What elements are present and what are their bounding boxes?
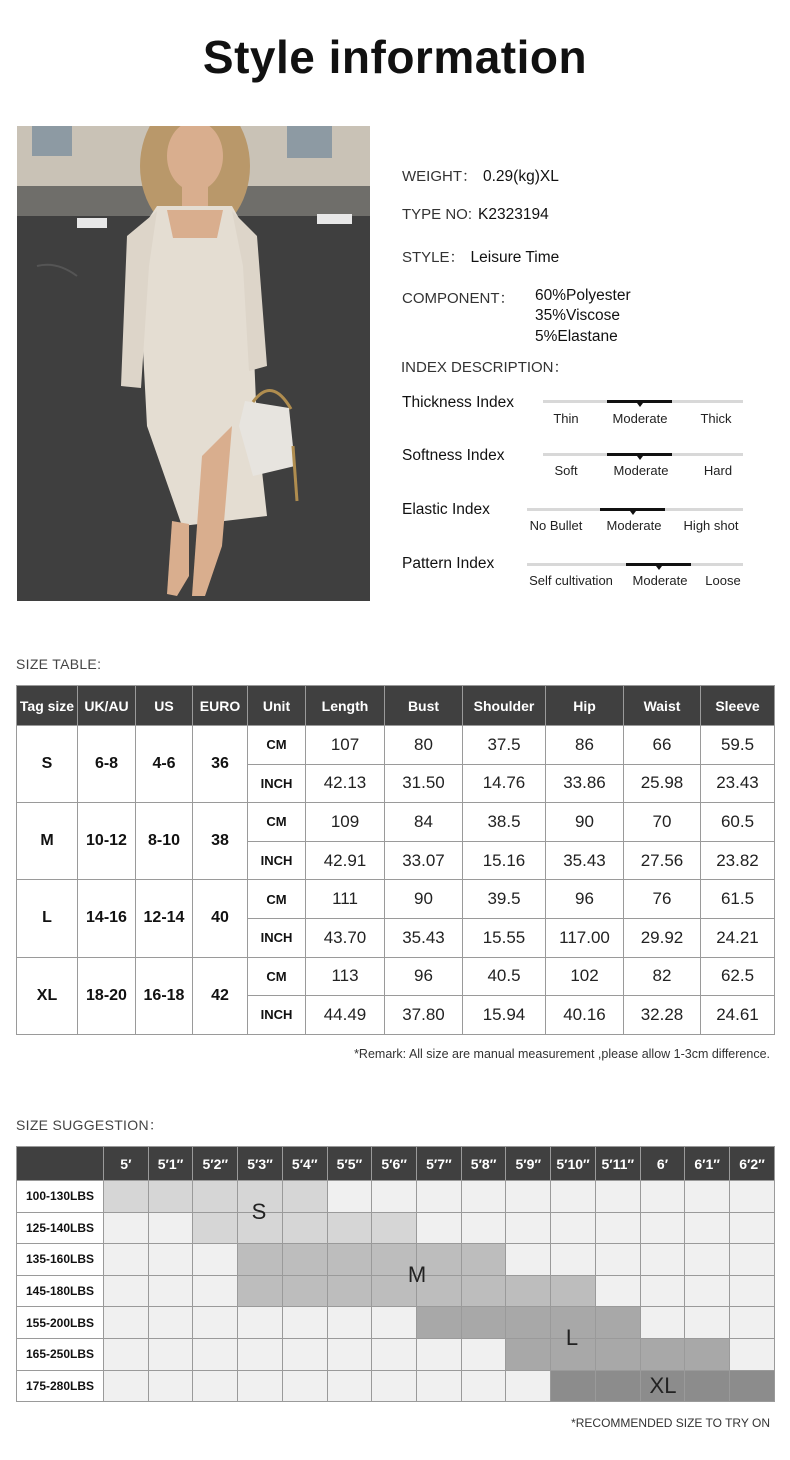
grid-cell (595, 1244, 640, 1276)
uk-size-cell: 6-8 (78, 726, 136, 803)
grid-cell (327, 1212, 372, 1244)
weight-row (17, 1275, 775, 1307)
grid-cell (148, 1181, 193, 1213)
table-cell: 60.5 (701, 803, 775, 842)
size-table-header (17, 686, 775, 726)
grid-cell (685, 1244, 730, 1276)
height-header: 5′9″ (506, 1147, 551, 1181)
index-marker (600, 508, 665, 511)
size-suggestion-label: SIZE SUGGESTION： (16, 1117, 164, 1133)
table-cell: 102 (546, 957, 624, 996)
column-header: UK/AU (78, 686, 136, 726)
grid-cell (238, 1244, 283, 1276)
table-cell: 40.16 (546, 996, 624, 1035)
table-row (17, 803, 775, 842)
index-name: Thickness Index (402, 394, 514, 411)
component-value: 5%Elastane (535, 328, 618, 345)
grid-cell (506, 1338, 551, 1370)
size-table-label: SIZE TABLE: (16, 656, 102, 672)
table-cell: 38.5 (463, 803, 546, 842)
grid-cell (685, 1212, 730, 1244)
weight-label: 100-130LBS (17, 1181, 104, 1213)
table-cell: 24.61 (701, 996, 775, 1035)
grid-cell (193, 1212, 238, 1244)
weight-label: 145-180LBS (17, 1275, 104, 1307)
grid-cell (282, 1370, 327, 1402)
index-label: Thin (553, 411, 579, 426)
grid-cell (595, 1212, 640, 1244)
table-cell: 59.5 (701, 726, 775, 765)
grid-cell (551, 1212, 596, 1244)
grid-cell (104, 1370, 149, 1402)
index-label: No Bullet (529, 518, 583, 533)
grid-cell (730, 1181, 775, 1213)
grid-cell (104, 1307, 149, 1339)
us-size-cell: 16-18 (136, 957, 193, 1034)
grid-cell (461, 1307, 506, 1339)
product-photo (17, 126, 370, 601)
grid-cell (461, 1212, 506, 1244)
grid-cell (595, 1275, 640, 1307)
column-header: Tag size (17, 686, 78, 726)
table-row (17, 726, 775, 765)
grid-cell (104, 1181, 149, 1213)
table-cell: 37.5 (463, 726, 546, 765)
tag-size-cell: S (17, 726, 78, 803)
unit-cell: INCH (248, 841, 306, 880)
index-name: Softness Index (402, 447, 505, 464)
table-cell: 37.80 (385, 996, 463, 1035)
table-cell: 24.21 (701, 918, 775, 957)
grid-cell (551, 1275, 596, 1307)
height-header: 6′ (640, 1147, 685, 1181)
table-cell: 39.5 (463, 880, 546, 919)
grid-cell (193, 1275, 238, 1307)
page-title: Style information (202, 31, 588, 83)
height-header: 5′4″ (282, 1147, 327, 1181)
height-header: 5′8″ (461, 1147, 506, 1181)
index-marker (607, 400, 672, 403)
table-cell: 15.94 (463, 996, 546, 1035)
size-zone-l: L (565, 1325, 579, 1350)
weight-label: 165-250LBS (17, 1338, 104, 1370)
size-table (16, 685, 775, 1035)
grid-cell (506, 1181, 551, 1213)
column-header: Shoulder (463, 686, 546, 726)
column-header: EURO (193, 686, 248, 726)
table-cell: 40.5 (463, 957, 546, 996)
grid-cell (461, 1370, 506, 1402)
weight-row (17, 1338, 775, 1370)
grid-cell (595, 1370, 640, 1402)
grid-cell (372, 1338, 417, 1370)
index-label: High shot (683, 518, 739, 533)
index-label: Thick (700, 411, 732, 426)
size-suggestion-grid (16, 1146, 775, 1402)
weight-label: WEIGHT： (402, 168, 477, 185)
component-line (402, 287, 515, 308)
table-cell: 15.16 (463, 841, 546, 880)
height-header: 5′3″ (238, 1147, 283, 1181)
height-header-row (17, 1147, 775, 1181)
index-label: Self cultivation (529, 573, 613, 588)
grid-cell (238, 1275, 283, 1307)
table-cell: 111 (306, 880, 385, 919)
grid-cell (506, 1212, 551, 1244)
grid-cell (461, 1338, 506, 1370)
unit-cell: INCH (248, 764, 306, 803)
size-zone-m: M (407, 1262, 427, 1287)
weight-label: 135-160LBS (17, 1244, 104, 1276)
grid-cell (327, 1181, 372, 1213)
component-value: 60%Polyester (535, 287, 631, 304)
grid-cell (730, 1275, 775, 1307)
weight-label: 155-200LBS (17, 1307, 104, 1339)
column-header: US (136, 686, 193, 726)
grid-cell (327, 1307, 372, 1339)
grid-cell (238, 1338, 283, 1370)
euro-size-cell: 38 (193, 803, 248, 880)
component-label: COMPONENT： (402, 290, 515, 307)
grid-cell (148, 1275, 193, 1307)
grid-cell (730, 1370, 775, 1402)
weight-row (17, 1181, 775, 1213)
grid-cell (551, 1370, 596, 1402)
euro-size-cell: 36 (193, 726, 248, 803)
grid-cell (730, 1244, 775, 1276)
unit-cell: CM (248, 880, 306, 919)
grid-cell (238, 1307, 283, 1339)
grid-cell (595, 1338, 640, 1370)
unit-cell: INCH (248, 918, 306, 957)
grid-cell (417, 1212, 462, 1244)
weight-row (17, 1244, 775, 1276)
table-cell: 31.50 (385, 764, 463, 803)
table-cell: 96 (385, 957, 463, 996)
grid-cell (685, 1275, 730, 1307)
grid-cell (685, 1307, 730, 1339)
index-label: Moderate (606, 518, 662, 533)
grid-cell (417, 1370, 462, 1402)
tag-size-cell: XL (17, 957, 78, 1034)
column-header: Waist (624, 686, 701, 726)
grid-cell (640, 1244, 685, 1276)
height-header: 6′1″ (685, 1147, 730, 1181)
grid-cell (148, 1338, 193, 1370)
us-size-cell: 12-14 (136, 880, 193, 957)
column-header: Unit (248, 686, 306, 726)
grid-cell (193, 1244, 238, 1276)
grid-cell (640, 1212, 685, 1244)
type-line (402, 206, 549, 224)
type-label: TYPE NO: (402, 206, 473, 223)
grid-cell (461, 1181, 506, 1213)
grid-cell (506, 1244, 551, 1276)
grid-cell (372, 1181, 417, 1213)
grid-cell (282, 1181, 327, 1213)
grid-cell (327, 1275, 372, 1307)
table-cell: 14.76 (463, 764, 546, 803)
grid-cell (461, 1275, 506, 1307)
height-header: 5′7″ (417, 1147, 462, 1181)
grid-cell (193, 1181, 238, 1213)
index-label: Moderate (632, 573, 688, 588)
table-cell: 90 (385, 880, 463, 919)
index-label: Soft (554, 463, 578, 478)
grid-cell (193, 1338, 238, 1370)
recommendation-note: *RECOMMENDED SIZE TO TRY ON (571, 1416, 770, 1430)
index-label: Loose (705, 573, 741, 588)
table-cell: 96 (546, 880, 624, 919)
table-row (17, 957, 775, 996)
grid-cell (640, 1275, 685, 1307)
table-cell: 62.5 (701, 957, 775, 996)
column-header: Hip (546, 686, 624, 726)
grid-cell (372, 1212, 417, 1244)
table-cell: 76 (624, 880, 701, 919)
table-cell: 32.28 (624, 996, 701, 1035)
table-cell: 33.86 (546, 764, 624, 803)
column-header: Length (306, 686, 385, 726)
euro-size-cell: 42 (193, 957, 248, 1034)
grid-cell (327, 1244, 372, 1276)
grid-cell (104, 1275, 149, 1307)
unit-cell: INCH (248, 996, 306, 1035)
height-header: 5′ (104, 1147, 149, 1181)
table-cell: 86 (546, 726, 624, 765)
table-cell: 109 (306, 803, 385, 842)
grid-cell (506, 1275, 551, 1307)
us-size-cell: 4-6 (136, 726, 193, 803)
grid-cell (282, 1338, 327, 1370)
weight-label: 125-140LBS (17, 1212, 104, 1244)
grid-cell (327, 1338, 372, 1370)
grid-cell (595, 1181, 640, 1213)
table-cell: 66 (624, 726, 701, 765)
grid-cell (372, 1307, 417, 1339)
grid-cell (730, 1338, 775, 1370)
grid-cell (193, 1370, 238, 1402)
table-cell: 42.91 (306, 841, 385, 880)
grid-cell (148, 1212, 193, 1244)
table-cell: 35.43 (385, 918, 463, 957)
grid-cell (685, 1370, 730, 1402)
column-header: Sleeve (701, 686, 775, 726)
grid-cell (282, 1307, 327, 1339)
table-cell: 43.70 (306, 918, 385, 957)
grid-cell (193, 1307, 238, 1339)
table-row (17, 880, 775, 919)
grid-cell (461, 1244, 506, 1276)
table-cell: 35.43 (546, 841, 624, 880)
grid-cell (417, 1338, 462, 1370)
uk-size-cell: 10-12 (78, 803, 136, 880)
corner-cell (17, 1147, 104, 1181)
grid-cell (327, 1370, 372, 1402)
grid-cell (148, 1370, 193, 1402)
height-header: 5′11″ (595, 1147, 640, 1181)
grid-cell (104, 1244, 149, 1276)
index-name: Pattern Index (402, 555, 495, 572)
unit-cell: CM (248, 726, 306, 765)
grid-cell (104, 1212, 149, 1244)
grid-cell (282, 1275, 327, 1307)
height-header: 5′2″ (193, 1147, 238, 1181)
weight-value: 0.29(kg)XL (483, 168, 559, 185)
grid-cell (148, 1244, 193, 1276)
table-cell: 80 (385, 726, 463, 765)
table-cell: 33.07 (385, 841, 463, 880)
table-cell: 70 (624, 803, 701, 842)
grid-cell (640, 1307, 685, 1339)
table-cell: 23.82 (701, 841, 775, 880)
us-size-cell: 8-10 (136, 803, 193, 880)
weight-row (17, 1307, 775, 1339)
grid-cell (595, 1307, 640, 1339)
weight-line (402, 165, 559, 186)
table-cell: 61.5 (701, 880, 775, 919)
style-value: Leisure Time (470, 249, 560, 266)
grid-cell (238, 1370, 283, 1402)
grid-cell (640, 1181, 685, 1213)
style-label: STYLE： (402, 249, 465, 266)
table-cell: 90 (546, 803, 624, 842)
table-cell: 117.00 (546, 918, 624, 957)
table-cell: 27.56 (624, 841, 701, 880)
table-cell: 42.13 (306, 764, 385, 803)
height-header: 6′2″ (730, 1147, 775, 1181)
size-zone-s: S (251, 1199, 267, 1224)
table-cell: 84 (385, 803, 463, 842)
weight-label: 175-280LBS (17, 1370, 104, 1402)
table-cell: 113 (306, 957, 385, 996)
grid-cell (506, 1307, 551, 1339)
grid-cell (417, 1181, 462, 1213)
grid-cell (551, 1244, 596, 1276)
grid-cell (104, 1338, 149, 1370)
grid-cell (417, 1307, 462, 1339)
grid-cell (730, 1307, 775, 1339)
grid-cell (282, 1244, 327, 1276)
index-label: Moderate (613, 463, 669, 478)
table-cell: 82 (624, 957, 701, 996)
index-name: Elastic Index (402, 501, 490, 518)
grid-cell (685, 1338, 730, 1370)
type-value: K2323194 (478, 206, 549, 223)
height-header: 5′6″ (372, 1147, 417, 1181)
grid-cell (640, 1338, 685, 1370)
table-cell: 107 (306, 726, 385, 765)
table-cell: 25.98 (624, 764, 701, 803)
height-header: 5′10″ (551, 1147, 596, 1181)
grid-cell (282, 1212, 327, 1244)
index-heading: INDEX DESCRIPTION： (401, 359, 569, 376)
component-value: 35%Viscose (535, 307, 621, 324)
weight-row (17, 1212, 775, 1244)
height-header: 5′5″ (327, 1147, 372, 1181)
style-line (402, 246, 559, 267)
size-zone-xl: XL (649, 1373, 677, 1398)
euro-size-cell: 40 (193, 880, 248, 957)
tag-size-cell: M (17, 803, 78, 880)
grid-cell (372, 1370, 417, 1402)
column-header: Bust (385, 686, 463, 726)
grid-cell (730, 1212, 775, 1244)
grid-cell (551, 1181, 596, 1213)
table-cell: 29.92 (624, 918, 701, 957)
grid-cell (148, 1307, 193, 1339)
size-remark: *Remark: All size are manual measurement ,please allow 1-3cm difference. (354, 1047, 770, 1061)
index-label: Moderate (612, 411, 668, 426)
table-cell: 23.43 (701, 764, 775, 803)
tag-size-cell: L (17, 880, 78, 957)
uk-size-cell: 14-16 (78, 880, 136, 957)
index-marker (626, 563, 691, 566)
table-cell: 44.49 (306, 996, 385, 1035)
unit-cell: CM (248, 803, 306, 842)
index-label: Hard (703, 463, 733, 478)
index-marker (607, 453, 672, 456)
grid-cell (506, 1370, 551, 1402)
grid-cell (685, 1181, 730, 1213)
height-header: 5′1″ (148, 1147, 193, 1181)
unit-cell: CM (248, 957, 306, 996)
table-cell: 15.55 (463, 918, 546, 957)
uk-size-cell: 18-20 (78, 957, 136, 1034)
